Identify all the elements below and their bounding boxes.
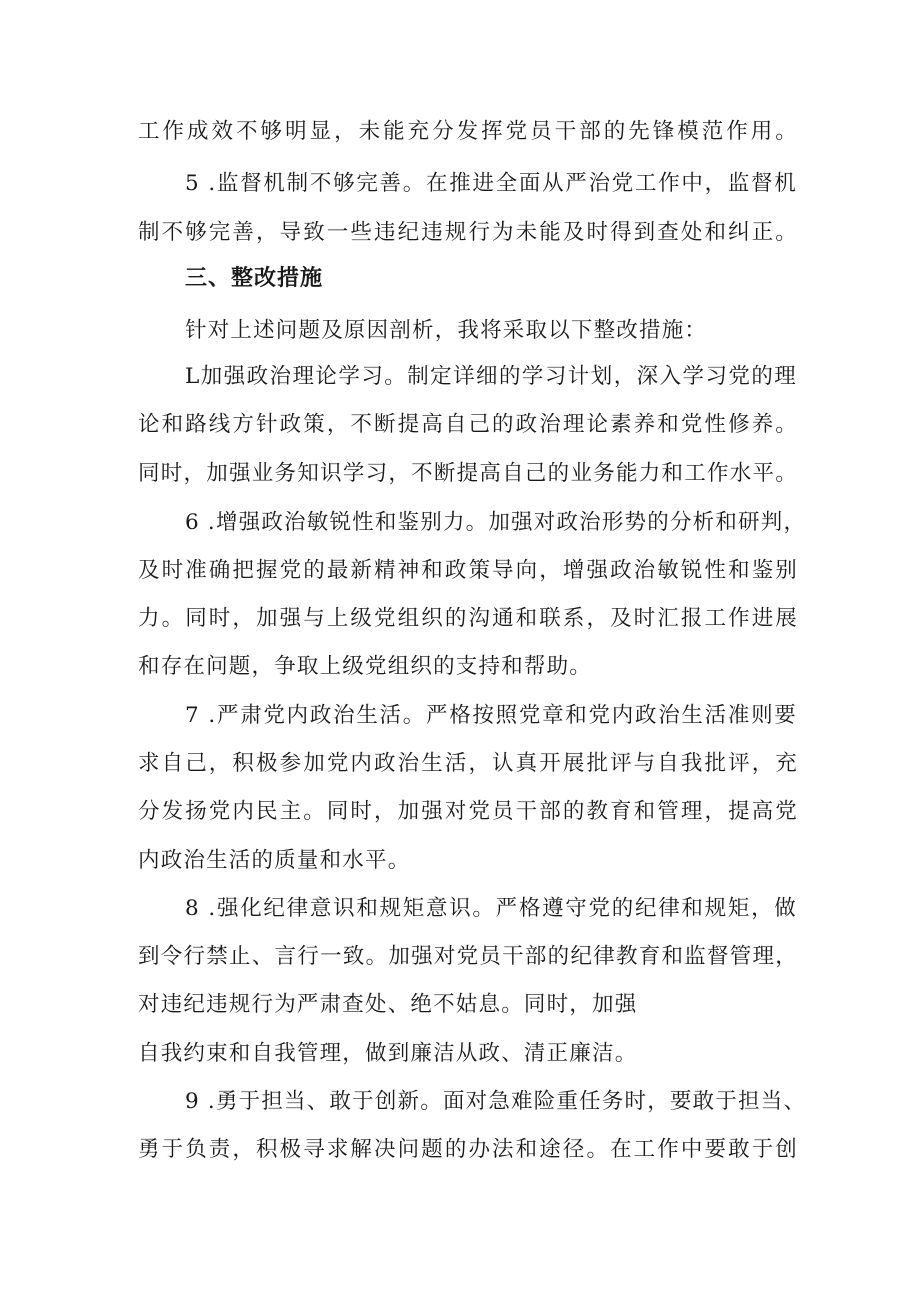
text-line: 7 .严肃党内政治生活。严格按照党章和党内政治生活准则要 [185, 703, 797, 728]
text-line: 对违纪违规行为严肃查处、绝不姑息。同时，加强 [138, 992, 638, 1017]
text-line: 勇于负责，积极寻求解决问题的办法和途径。在工作中要敢于创 [138, 1137, 798, 1162]
text-line: L加强政治理论学习。制定详细的学习计划，深入学习党的理 [185, 364, 797, 389]
text-line: 8 .强化纪律意识和规矩意识。严格遵守党的纪律和规矩，做 [185, 896, 797, 921]
text-line: 6 .增强政治敏锐性和鉴别力。加强对政治形势的分析和研判， [185, 510, 807, 535]
text-line: 工作成效不够明显，未能充分发挥党员干部的先锋模范作用。 [138, 119, 798, 144]
text-line: 到令行禁止、言行一致。加强对党员干部的纪律教育和监督管理， [138, 944, 798, 969]
section-heading: 三、整改措施 [185, 266, 324, 291]
text-line: 9 .勇于担当、敢于创新。面对急难险重任务时，要敢于担当、 [185, 1089, 807, 1114]
text-line: 论和路线方针政策，不断提高自己的政治理论素养和党性修养。 [138, 412, 798, 437]
text-line: 及时准确把握党的最新精神和政策导向，增强政治敏锐性和鉴别 [138, 558, 798, 583]
text-line: 求自己，积极参加党内政治生活，认真开展批评与自我批评，充 [138, 751, 798, 776]
text-line: 同时，加强业务知识学习，不断提高自己的业务能力和工作水平。 [138, 461, 798, 486]
text-line: 内政治生活的质量和水平。 [138, 848, 411, 873]
text-line: 自我约束和自我管理，做到廉洁从政、清正廉洁。 [138, 1041, 638, 1066]
text-line: 针对上述问题及原因剖析，我将采取以下整改措施： [185, 318, 708, 343]
text-line: 分发扬党内民主。同时，加强对党员干部的教育和管理，提高党 [138, 799, 798, 824]
text-line: 制不够完善，导致一些违纪违规行为未能及时得到查处和纠正。 [138, 220, 798, 245]
text-line: 力。同时，加强与上级党组织的沟通和联系，及时汇报工作进展 [138, 606, 798, 631]
text-line: 和存在问题，争取上级党组织的支持和帮助。 [138, 654, 593, 679]
text-line: 5 .监督机制不够完善。在推进全面从严治党工作中，监督机 [185, 171, 797, 196]
